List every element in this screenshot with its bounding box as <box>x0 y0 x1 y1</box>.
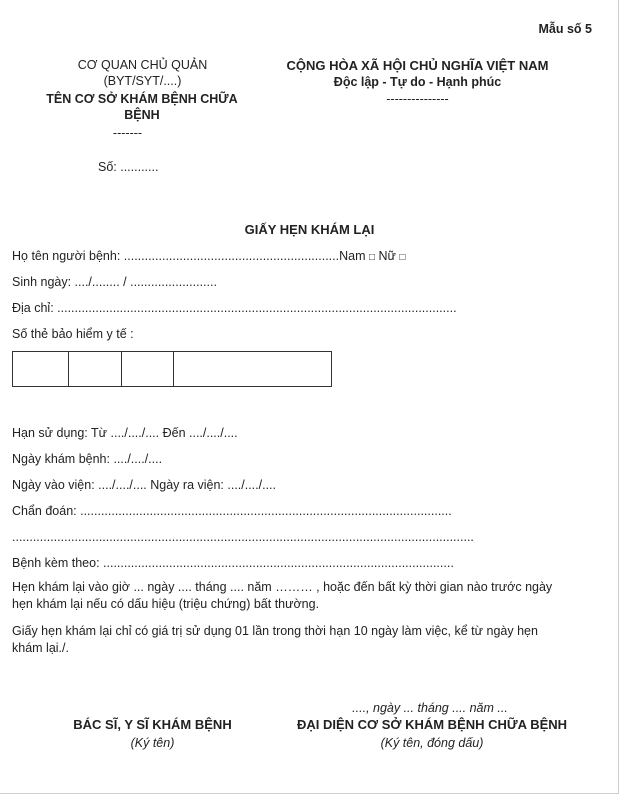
insurance-box-2[interactable] <box>69 352 122 386</box>
male-checkbox[interactable]: □ <box>368 252 376 263</box>
representative-signature-note: (Ký tên, đóng dấu) <box>380 736 484 750</box>
insurance-box-4[interactable] <box>174 352 331 386</box>
admission-field: Ngày vào viện: ..../..../.... Ngày ra viện: ..../..../.... <box>12 478 276 492</box>
appointment-line1: Hẹn khám lại vào giờ ... ngày .... tháng .... năm ……… , hoặc đến bất kỳ thời gian nào trước ngày <box>12 580 553 594</box>
document-title: GIẤY HẸN KHÁM LẠI <box>244 222 375 237</box>
appointment-line2: hẹn khám lại nếu có dấu hiệu (triệu chứng) bất thường. <box>12 597 320 611</box>
validity-field: Hạn sử dụng: Từ ..../..../.... Đến ..../..../.... <box>12 426 238 440</box>
insurance-box-1[interactable] <box>13 352 69 386</box>
diagnosis-field: Chẩn đoán: ........................................................................................................... <box>12 504 452 518</box>
document-number: Số: ........... <box>98 160 159 174</box>
patient-name-row <box>12 249 405 263</box>
diagnosis-field-line2: ..................................................................................................................................... <box>12 530 474 544</box>
female-label: Nữ <box>378 249 396 263</box>
national-motto: Độc lập - Tự do - Hạnh phúc <box>333 75 502 89</box>
exam-date-field: Ngày khám bệnh: ..../..../.... <box>12 452 163 466</box>
validity-note-line2: khám lại./. <box>12 641 69 655</box>
validity-note-line1: Giấy hẹn khám lại chỉ có giá trị sử dụng 01 lần trong thời hạn 10 ngày làm việc, kể từ ngày hẹn <box>12 624 538 638</box>
birth-date-field: Sinh ngày: ..../........ / ......................... <box>12 275 217 289</box>
agency-name: CƠ QUAN CHỦ QUẢN <box>77 58 208 72</box>
comorbidity-field: Bệnh kèm theo: ..................................................................................................... <box>12 556 454 570</box>
right-header-divider: --------------- <box>386 92 449 106</box>
insurance-box-3[interactable] <box>122 352 174 386</box>
insurance-label: Số thẻ bảo hiểm y tế : <box>12 327 134 341</box>
female-checkbox[interactable]: □ <box>399 252 406 263</box>
agency-code: (BYT/SYT/....) <box>103 74 182 88</box>
insurance-number-boxes <box>12 351 332 387</box>
country-name: CỘNG HÒA XÃ HỘI CHỦ NGHĨA VIỆT NAM <box>286 58 549 73</box>
doctor-signature-note: (Ký tên) <box>130 736 175 750</box>
left-header-divider: ------- <box>112 126 143 140</box>
signature-date: ...., ngày ... tháng .... năm ... <box>352 701 508 715</box>
address-field: Địa chỉ: ................................................................................................................... <box>12 301 457 315</box>
form-number: Mẫu số 5 <box>538 22 592 36</box>
patient-name-field: Họ tên người bệnh: ..............................................................Nam <box>12 249 366 263</box>
facility-name-line2: BỆNH <box>124 108 160 122</box>
doctor-signature-title: BÁC SĨ, Y SĨ KHÁM BỆNH <box>73 717 232 732</box>
representative-signature-title: ĐẠI DIỆN CƠ SỞ KHÁM BỆNH CHỮA BỆNH <box>296 717 568 732</box>
facility-name-line1: TÊN CƠ SỞ KHÁM BỆNH CHỮA <box>46 92 238 106</box>
